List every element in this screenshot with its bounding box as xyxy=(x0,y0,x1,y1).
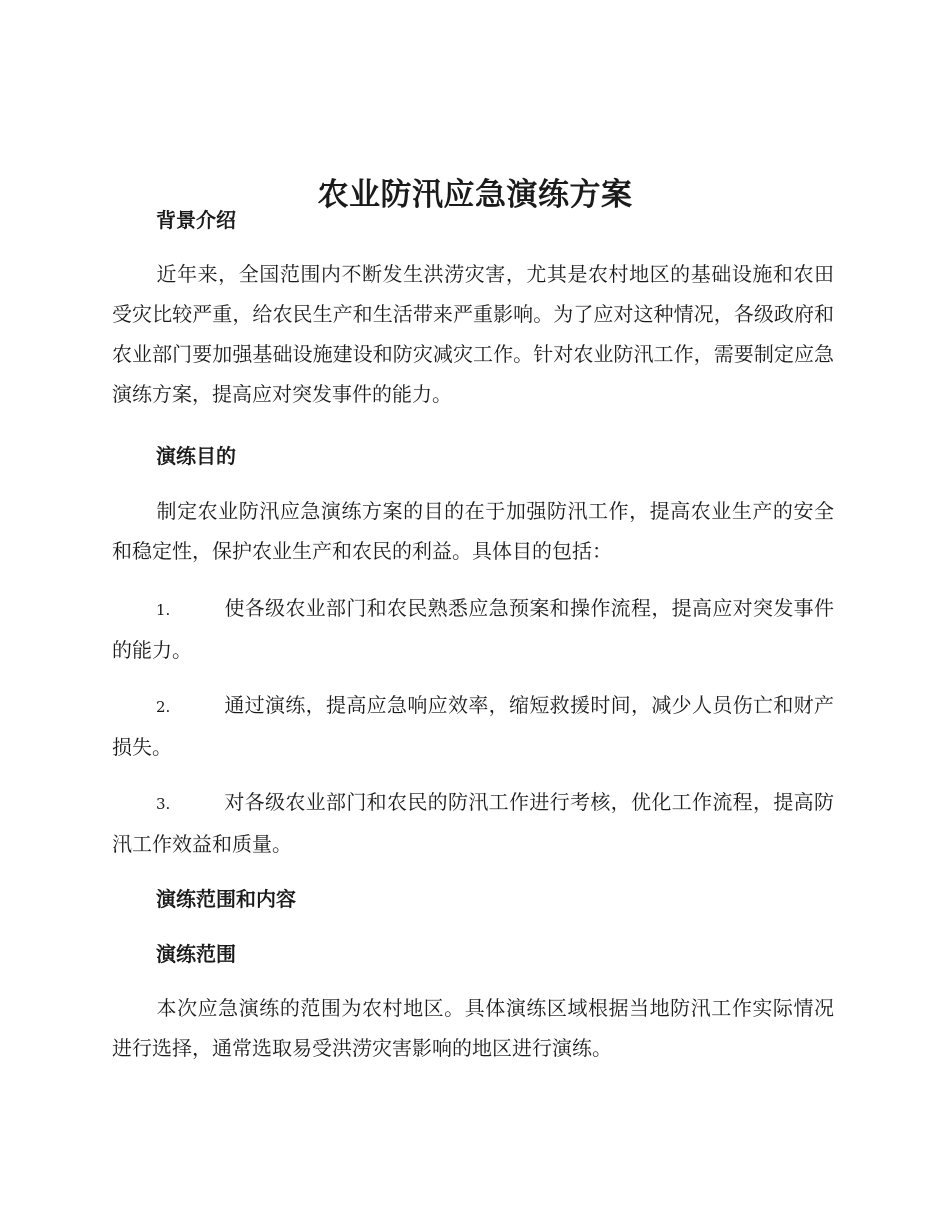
paragraph-background-text: 近年来，全国范围内不断发生洪涝灾害，尤其是农村地区的基础设施和农田受灾比较严重，给农民生产和生活带来严重影响。为了应对这种情况，各级政府和农业部门要加强基础设施建设和防灾减灾工作。针对农业防汛工作，需要制定应急演练方案，提高应对突发事件的能力。 xyxy=(112,262,834,406)
paragraph-scope xyxy=(112,988,834,1068)
paragraph-scope-text: 本次应急演练的范围为农村地区。具体演练区域根据当地防汛工作实际情况进行选择，通常选取易受洪涝灾害影响的地区进行演练。 xyxy=(112,996,834,1060)
heading-purpose: 演练目的 xyxy=(156,444,236,468)
list-number: 2. xyxy=(156,698,171,716)
list-item-2 xyxy=(112,685,834,767)
list-item-text: 对各级农业部门和农民的防汛工作进行考核，优化工作流程，提高防汛工作效益和质量。 xyxy=(112,790,834,856)
paragraph-background xyxy=(112,254,834,414)
list-item-text: 通过演练，提高应急响应效率，缩短救援时间，减少人员伤亡和财产损失。 xyxy=(112,693,834,759)
list-item-3 xyxy=(112,782,834,864)
document-title: 农业防汛应急演练方案 xyxy=(317,176,633,213)
paragraph-purpose xyxy=(112,491,834,571)
heading-scope-content: 演练范围和内容 xyxy=(156,887,296,911)
heading-scope: 演练范围 xyxy=(156,942,236,966)
heading-background: 背景介绍 xyxy=(156,208,236,232)
list-item-1 xyxy=(112,588,834,670)
list-number: 1. xyxy=(156,601,171,619)
list-number: 3. xyxy=(156,795,171,813)
list-item-text: 使各级农业部门和农民熟悉应急预案和操作流程，提高应对突发事件的能力。 xyxy=(112,596,834,662)
paragraph-purpose-text: 制定农业防汛应急演练方案的目的在于加强防汛工作，提高农业生产的安全和稳定性，保护农业生产和农民的利益。具体目的包括： xyxy=(112,499,834,563)
